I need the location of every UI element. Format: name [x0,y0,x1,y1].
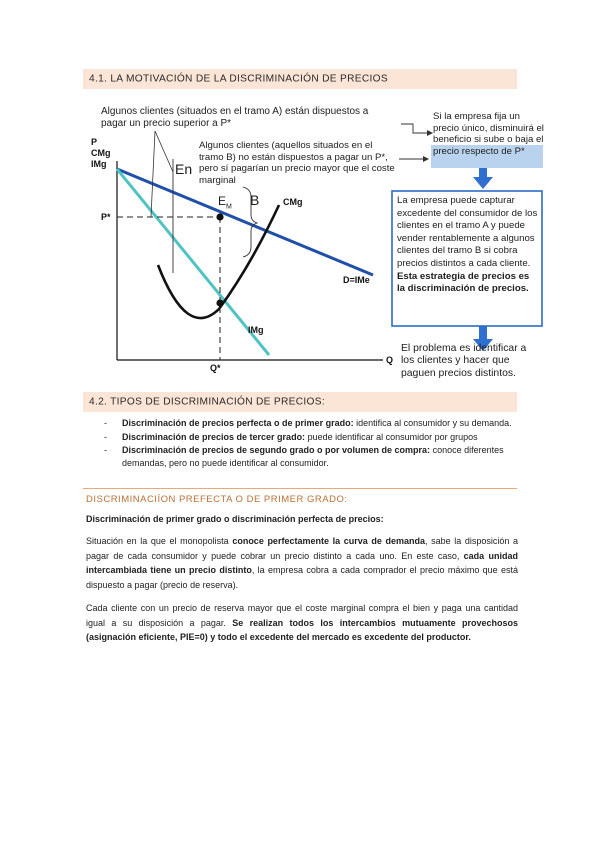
price-discrimination-figure [83,97,543,387]
top-note-pointer [401,124,427,133]
paragraph-1-part: Situación en la que el monopolista [86,536,233,546]
list-item-bold: Discriminación de precios perfecta o de primer grado: [122,418,354,428]
section-header-motivation [83,69,517,89]
p-star-label: P* [101,212,111,222]
blue-arrow-shaft-2 [479,325,487,339]
section-header-types [83,392,517,412]
list-item-text: puede identificar al consumidor por grupos [305,431,478,442]
note-b-arrowhead [423,156,429,162]
explanation-box-bold-text: Esta estrategia de precios es la discriminación de precios. [397,270,530,295]
y-axis-label: P CMg IMg [91,137,111,169]
paragraph-2-bold: Se realizan todos los intercambios mutuamente provechosos (asignación eficiente, PIE=0) y todo el excedente del mercado es excedente del productor. [86,617,518,642]
note-tramo-b: Algunos clientes (aquellos situados en el tramo B) no están dispuestos a pagar un P*, pero sí pagarían un precio mayor que el coste marginal [199,140,395,186]
list-item [104,431,544,444]
section-title: 4.1. LA MOTIVACIÓN DE LA DISCRIMINACIÓN DE PRECIOS [89,73,388,85]
list-item [104,417,544,430]
img-label: IMg [248,325,264,335]
section-title: 4.2. TIPOS DE DISCRIMINACIÓN DE PRECIOS: [89,396,325,408]
subsection-heading: Discriminación de primer grado o discriminación perfecta de precios: [86,514,384,524]
note-tramo-a: Algunos clientes (situados en el tramo A) están dispuestos a pagar un precio superior a P* [101,106,369,129]
mr-mc-intersection-point [216,299,223,306]
x-axis-label: Q [386,355,394,365]
em-label [218,195,232,213]
types-list [104,417,544,470]
q-star-label: Q* [210,363,221,373]
paragraph-1-bold: conoce perfectamente la curva de demanda [232,536,425,546]
em-label-text: E [218,194,227,208]
list-item-bold: Discriminación de precios de tercer grado: [122,431,306,442]
monopoly-equilibrium-point [216,213,223,220]
list-item [104,444,544,469]
subsection-title: DISCRIMINACIÍON PREFECTA O DE PRIMER GRADO: [86,494,348,505]
side-note-bottom: El problema es identificar a los clientes y hacer que paguen precios distintos. [401,343,527,379]
list-item-bold: Discriminación de precios de segundo grado o por volumen de compra: [122,445,431,455]
note-a-pointer [155,131,173,172]
side-note-top-part-2: si sube o baja el precio respecto de P* [433,134,544,157]
marginal-revenue-curve [117,169,269,355]
list-item-text: identifica al consumidor y su demanda. [353,418,512,428]
b-label: B [250,192,260,208]
explanation-box [397,195,539,296]
paragraph-1-bold: cada unidad intercambiada tiene un precio distinto [86,550,518,575]
paragraph-2-part: Cada cliente con un precio de reserva mayor que el coste marginal compra el bien y paga una cantidad igual a su disposición a pagar. [86,603,518,628]
cmg-label: CMg [283,197,303,207]
paragraph-1-part: , la empresa cobra a cada comprador el precio máximo que está dispuesto a pagar (precio de reserva). [86,565,518,590]
section-divider [83,488,517,489]
list-item-text: conoce diferentes demandas, pero no puede identificar al consumidor. [122,445,504,468]
side-note-top [433,111,545,157]
note-a-pointer-2 [151,131,155,217]
paragraph-1-part: , sabe la disposición a pagar de cada consumidor y puede cobrar un precio distinto a cada uno. En este caso, [86,536,519,561]
side-note-top-part-1: Si la empresa fija un precio único, disminuirá el beneficio [433,111,544,145]
em-label-sub: M [226,203,232,211]
blue-arrow-down-1 [473,177,493,189]
paragraph-2 [86,601,518,645]
en-label: En [175,161,193,177]
paragraph-1 [86,534,518,592]
demand-label: D=IMe [343,275,370,285]
explanation-box-text: La empresa puede capturar excedente del consumidor de los clientes en el tramo A y puede vender rentablemente a algunos clientes del tramo B si cobra precios distintos a cada cliente. [397,195,538,269]
